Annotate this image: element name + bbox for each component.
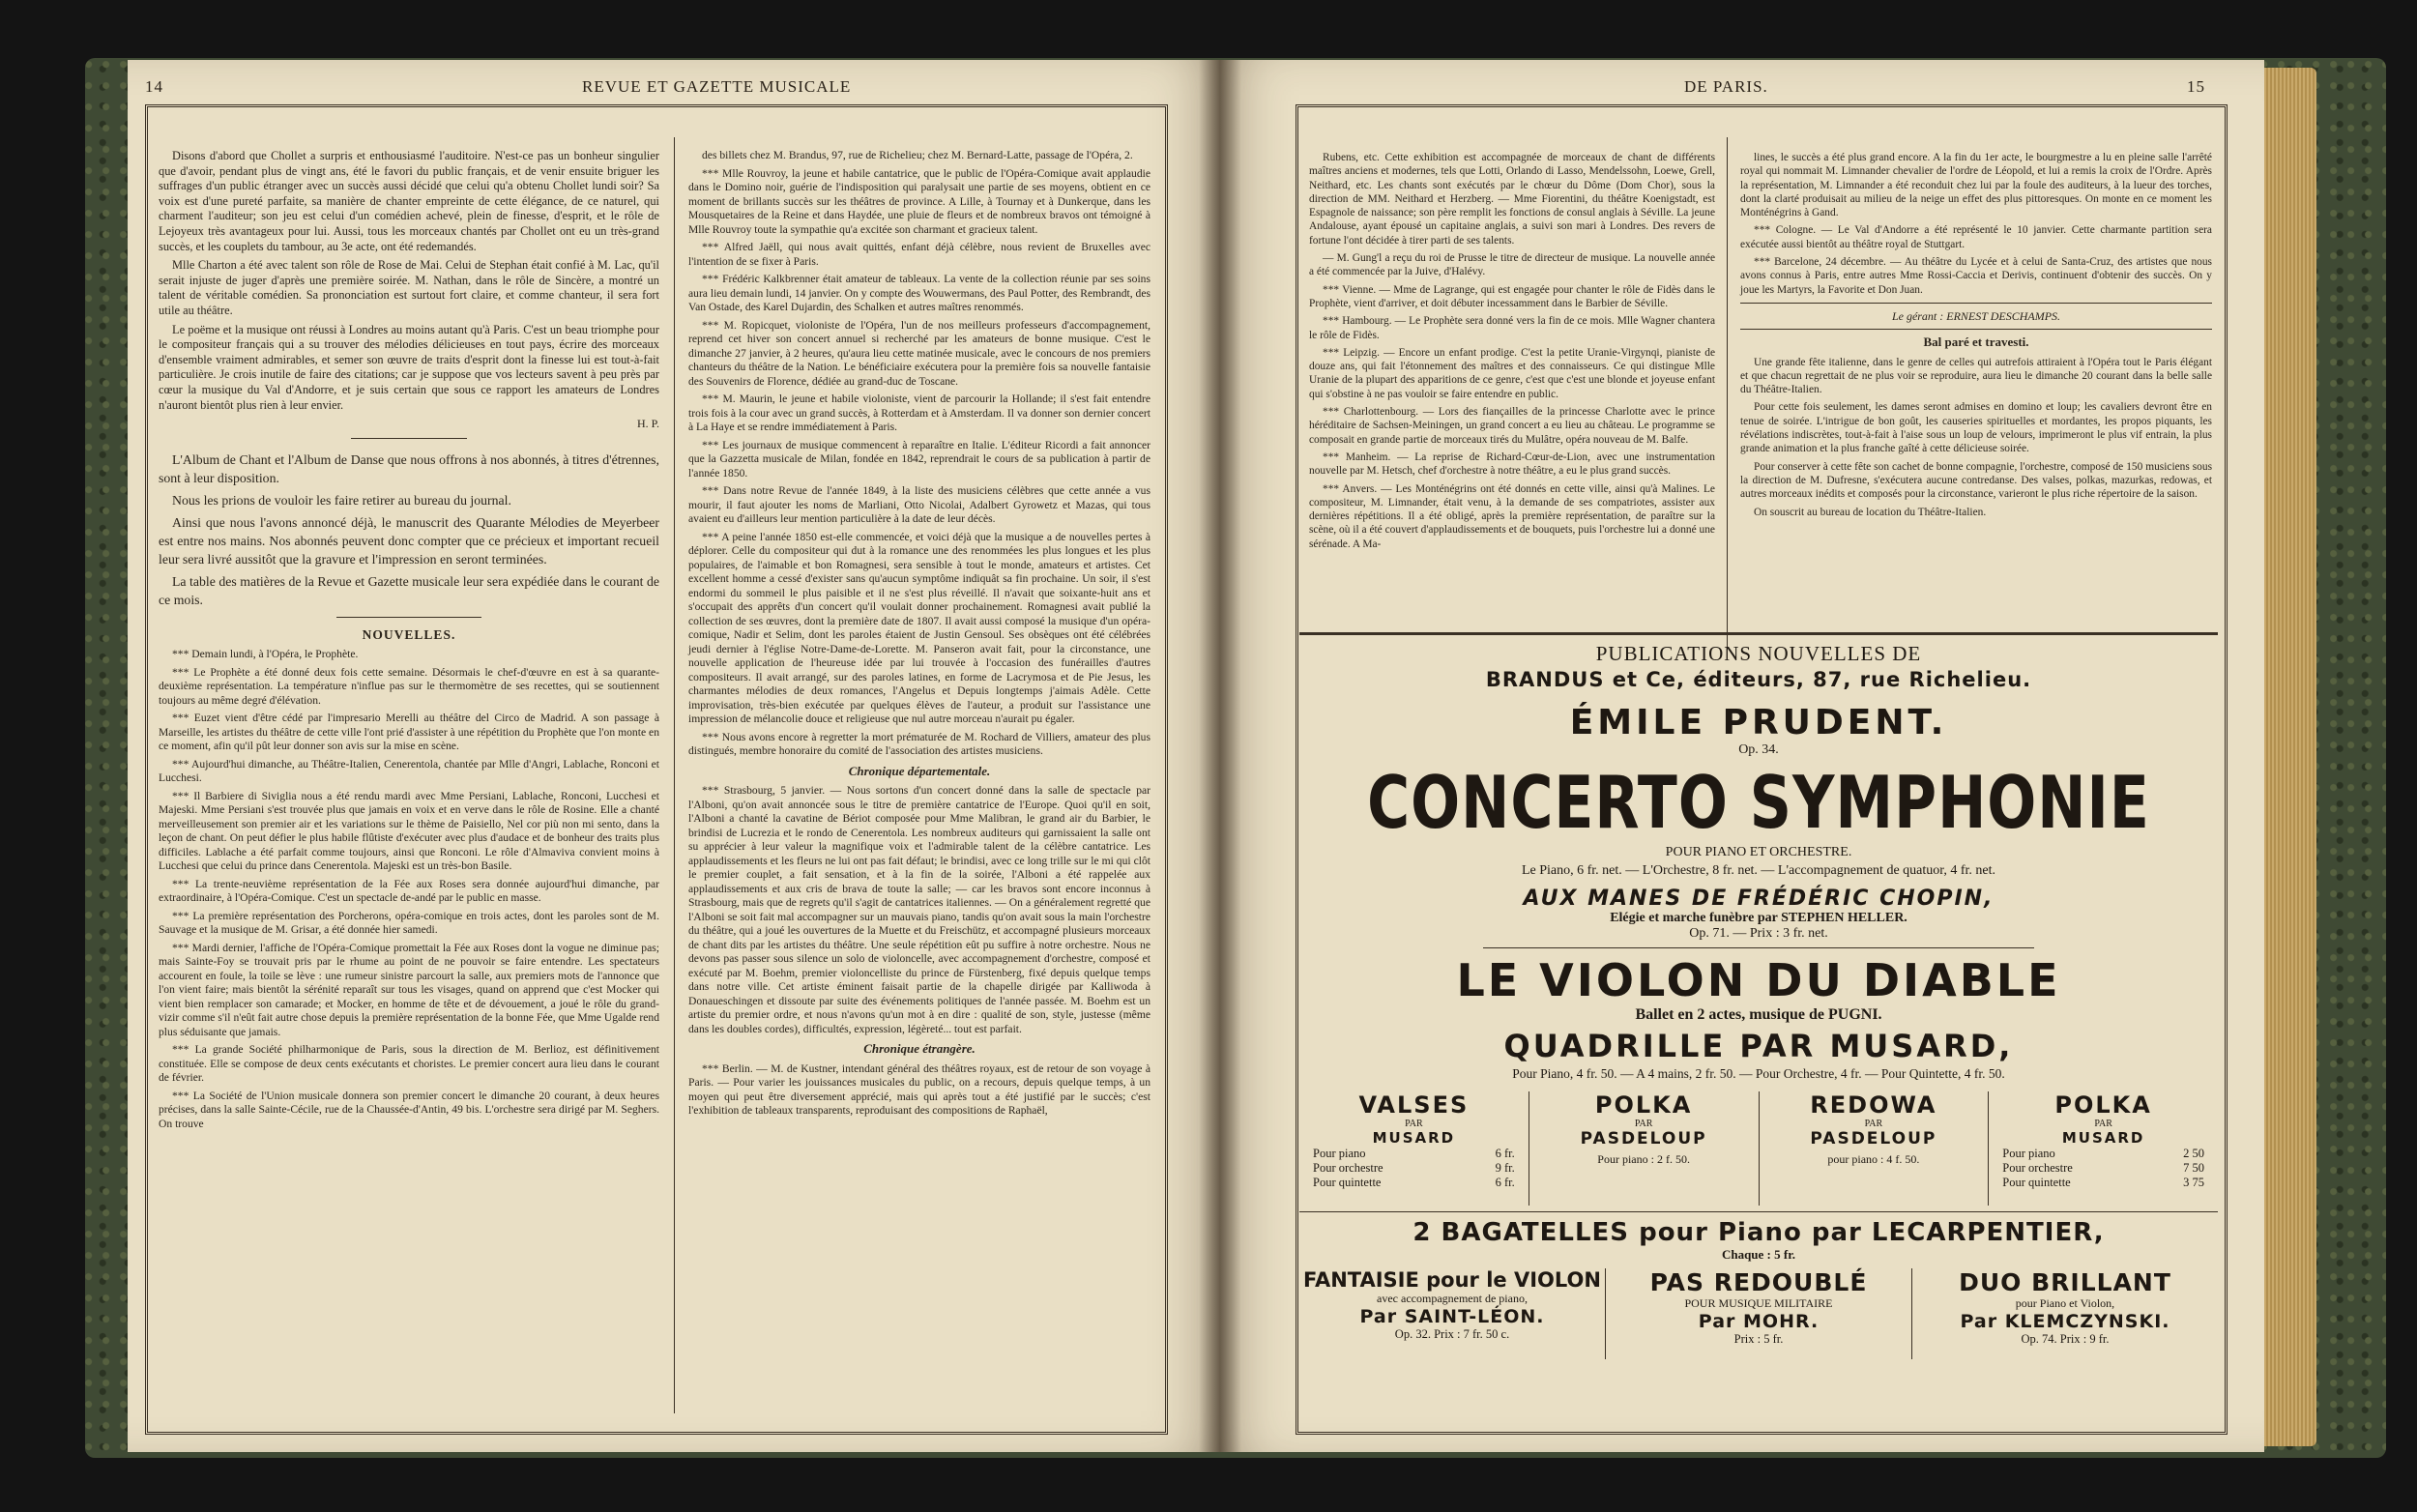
- ad-publisher-address: BRANDUS et Ce, éditeurs, 87, rue Richelieu.: [1485, 668, 2032, 691]
- section-heading-nouvelles: NOUVELLES.: [362, 626, 456, 642]
- news-item: *** La première représentation des Porcherons, opéra-comique en trois actes, dont les paroles sont de M. Sauvage et la musique de M. Grisar, a été donnée hier samedi.: [159, 909, 659, 937]
- news-item: — M. Gung'l a reçu du roi de Prusse le titre de directeur de musique. La nouvelle année a été commencée par la Juive, d'Halévy.: [1309, 252, 1715, 278]
- box-divider: [1988, 1091, 1989, 1206]
- news-item: *** Dans notre Revue de l'année 1849, à la liste des musiciens célèbres que cette année a vus mourir, il faut ajouter les noms de Marliani, Otto Nicolai, Adalbert Gyrowetz et Mazas, qui tous avaient eu d'ailleurs leur mention particulière à la date de leur décès.: [688, 484, 1150, 525]
- price-value: 6 fr.: [1495, 1176, 1515, 1189]
- ad-box-author: MUSARD: [2061, 1129, 2145, 1147]
- ad-bottom-fantaisie: [1299, 1268, 1605, 1359]
- ad-bottom-pas-redouble: [1606, 1268, 1911, 1359]
- paragraph: Mlle Charton a été avec talent son rôle de Rose de Mai. Celui de Stephan était confié à M. Lac, qu'il serait injuste de juger d'après une première soirée. M. Nathan, dans le rôle de Sincère, a montré un talent de véritable comédien. Sa prononciation est surtout fort claire, et comme chanteur, il sera fort utile au théâtre.: [159, 258, 659, 317]
- ad-box-redowa: [1760, 1091, 1989, 1206]
- section-heading-chronique-etrangere: Chronique étrangère.: [863, 1041, 976, 1056]
- news-item: *** Berlin. — M. de Kustner, intendant général des théâtres royaux, est de retour de son voyage à Paris. — Pour varier les jouissances musicales du public, on a recours, depuis quelque temps, à un moyen qui peut être diversement apprécié, mais qui après tout a été justifié par le succès; c'est l'exhibition de tableaux transparents, reproduisant des compositions de Raphaël,: [688, 1061, 1150, 1117]
- ad-chopin: AUX MANES DE FRÉDÉRIC CHOPIN,: [1523, 887, 1995, 911]
- news-item: *** La trente-neuvième représentation de la Fée aux Roses sera donnée aujourd'hui dimanche, par extraordinaire, à l'Opéra-Comique. C'est un spectacle de-andé par le public en masse.: [159, 877, 659, 905]
- ad-box-valses: [1299, 1091, 1529, 1206]
- ad-box-author: MUSARD: [1372, 1129, 1456, 1147]
- running-head-left: REVUE ET GAZETTE MUSICALE: [582, 77, 852, 96]
- price-line: [1313, 1176, 1515, 1190]
- ad-title: CONCERTO SYMPHONIE: [1367, 761, 2150, 846]
- divider: [1483, 947, 2034, 948]
- box-divider: [1911, 1268, 1912, 1359]
- paragraph: On souscrit au bureau de location du Théâtre-Italien.: [1754, 506, 1987, 518]
- ad-box-par: PAR: [1864, 1119, 1883, 1129]
- ad-prices: Le Piano, 6 fr. net. — L'Orchestre, 8 fr. net. — L'accompagnement de quatuor, 4 fr. net.: [1521, 863, 1996, 878]
- paragraph: Disons d'abord que Chollet a surpris et enthousiasmé l'auditoire. N'est-ce pas un bonheur singulier que d'avoir, pendant plus de vingt ans, été le favori du public français, et de venir ensuite briguer les suffrages d'un public étranger avec un succès aussi décidé que celui qu'a obtenu Chollet lundi soir? Sa voix est d'une pureté parfaite, sa manière de chanter empreinte de cette élégance, de ce naturel, qui charment l'auditeur; son jeu est celui d'un comédien achevé, plein de finesse, d'esprit, et le rôle de Lejoyeux très avantageux pour lui. Aussi, tous les morceaux chantés par Chollet ont eu un très-grand succès, et les couplets du tambour, au 3e acte, ont été redemandés.: [159, 149, 659, 253]
- price-line: [1313, 1147, 1515, 1161]
- ad-bottom-price: Prix : 5 fr.: [1733, 1332, 1784, 1346]
- section-heading-bal: Bal paré et travesti.: [1923, 334, 2029, 350]
- price-label: Pour orchestre: [2002, 1161, 2073, 1175]
- ad-box-author: PASDELOUP: [1810, 1129, 1937, 1149]
- paragraph: La table des matières de la Revue et Gazette musicale leur sera expédiée dans le courant de ce mois.: [159, 573, 659, 607]
- news-item: *** M. Ropicquet, violoniste de l'Opéra, l'un de nos meilleurs professeurs d'accompagnement, reprend cet hiver son concert annuel si recherché par les amateurs de bonne musique. C'est le dimanche 27 janvier, à 2 heures, qu'aura lieu cette matinée musicale, avec le concours de nos premiers chanteurs du théâtre de la Nation. Le bénéficiaire exécutera pour la première fois sa nouvelle fantaisie des Souvenirs de Florence, dédiée au grand-duc de Toscane.: [688, 318, 1150, 388]
- paragraph: Pour cette fois seulement, les dames seront admises en domino et loup; les cavaliers devront être en tenue de soirée. L'intrigue de bon goût, les causeries spirituelles et mordantes, les propos piquants, les révélations indiscrètes, tout-à-fait à l'aise sous un loup de velours, imprimeront le plus vif entrain, la plus grande animation et la plus franche gaîté à cette délicieuse soirée.: [1740, 401, 2212, 455]
- ad-quadrille-prices: Pour Piano, 4 fr. 50. — A 4 mains, 2 fr. 50. — Pour Orchestre, 4 fr. — Pour Quintette, 4 fr. 50.: [1512, 1066, 2005, 1081]
- running-head-right: DE PARIS.: [1684, 77, 1768, 96]
- ad-box-price: pour piano : 4 f. 50.: [1827, 1152, 1920, 1166]
- news-item: *** Anvers. — Les Monténégrins ont été donnés en cette ville, ainsi qu'à Malines. Le compositeur, M. Limnander, était venu, à la demande de ses compatriotes, assister aux dernières répétitions. Il a été obligé, après la première représentation, de paraître sur la scène, où il a été couvert d'applaudissements et de bouquets, puis l'orchestre lui a donné une sérénade. A Ma-: [1309, 482, 1715, 550]
- box-divider: [1759, 1091, 1760, 1206]
- ad-box-title: REDOWA: [1810, 1091, 1937, 1119]
- ad-bottom-title: DUO BRILLANT: [1959, 1268, 2171, 1296]
- news-item: *** Aujourd'hui dimanche, au Théâtre-Italien, Cenerentola, chantée par Mlle d'Angri, Lablache, Ronconi et Lucchesi.: [159, 757, 659, 785]
- ad-publisher-line: PUBLICATIONS NOUVELLES DE: [1595, 642, 1922, 665]
- news-item: *** Charlottenbourg. — Lors des fiançailles de la princesse Charlotte avec le prince héréditaire de Sachsen-Meiningen, un grand concert a eu lieu au château. Le programme se composait en grande partie de morceaux tirés du Mulâtre, opéra nouveau de M. Balfe.: [1309, 406, 1715, 446]
- divider: [1740, 329, 2212, 330]
- ad-bottom-title: PAS REDOUBLÉ: [1649, 1268, 1868, 1296]
- ad-box-price: Pour piano : 2 f. 50.: [1597, 1152, 1690, 1166]
- page-number-left: 14: [145, 77, 163, 96]
- divider: [336, 617, 481, 618]
- column-divider: [1727, 137, 1728, 659]
- news-item: *** Hambourg. — Le Prophète sera donné vers la fin de ce mois. Mlle Wagner chantera le rôle de Fidès.: [1309, 315, 1715, 341]
- paragraph: Une grande fête italienne, dans le genre de celles qui autrefois attiraient à l'Opéra tout le Paris élégant et que chacun regrettait de ne plus voir se reproduire, aura lieu le dimanche 20 courant dans la belle salle du Théâtre-Italien.: [1740, 356, 2212, 396]
- price-label: Pour piano: [2002, 1147, 2055, 1160]
- ad-box-polka-pasdeloup: [1529, 1091, 1759, 1206]
- box-divider: [1605, 1268, 1606, 1359]
- price-line: [2002, 1161, 2204, 1176]
- right-column-1: [1309, 151, 1715, 555]
- divider: [351, 438, 467, 439]
- price-line: [1313, 1161, 1515, 1176]
- news-item: *** A peine l'année 1850 est-elle commencée, et voici déjà que la musique a de nouvelles pertes à déplorer. Celle du compositeur qui dut à la romance une des renommées les plus longues et les plus populaires, de l'aimable et bon Romagnesi, sera sensible à tout le monde, amateurs et artistes. Cet excellent homme a cessé d'exister sans qu'aucun symptôme indiquât sa fin prochaine. Un soir, il s'est endormi du sommeil le plus paisible et il ne s'est plus réveillé. Il n'avait que soixante-huit ans et s'occupait des apprêts d'un concert qu'il voulait donner prochainement. Romagnesi avait publié la collection de ses œuvres, dont la première date de 1807. Il avait aussi composé la musique d'un opéra-comique, Nadir et Selim, dont les paroles étaient de Justin Gensoul. Ses obsèques ont été célébrées jeudi dernier à l'église Notre-Dame-de-Lorette. M. Panseron avait fait, pour la circonstance, une nouvelle application de l'heureuse idée par lui trouvée à l'occasion des funérailles d'autres compositeurs. Il avait arrangé, sur des paroles latines, en forme de Lacrymosa et de Pie Jesus, les charmantes mélodies de deux romances, l'Angelus et Depuis longtemps j'aimais Adèle. Cette improvisation, très-bien exécutée par quelques élèves de l'auteur, a produit sur l'assistance une impression de mélancolie douce et religieuse que nul autre morceau n'aurait pu égaler.: [688, 530, 1150, 725]
- news-item: *** Il Barbiere di Siviglia nous a été rendu mardi avec Mme Persiani, Lablache, Ronconi, Lucchesi et Majeski. Mme Persiani s'est trouvée plus que jamais en voix et en verve dans le rôle de Rosine. Elle a chanté merveilleusement son premier air et les variations sur le thème de Paisiello, Nel cor più non mi sento, dans la leçon de chant. On peut défier le plus habile flûtiste d'exécuter avec plus d'audace et de bonheur des traits plus difficiles. Lablache a été parfait comme toujours, ainsi que Ronconi. Le rôle d'Almaviva convient moins à Lucchesi que celui du prince dans Cenerentola. Majeski est un très-bon Basile.: [159, 789, 659, 873]
- paragraph: Ainsi que nous l'avons annoncé déjà, le manuscrit des Quarante Mélodies de Meyerbeer est entre nos mains. Nos abonnés peuvent donc compter que ce précieux et important recueil leur sera livré aussitôt que la gravure et l'impression en seront terminées.: [159, 514, 659, 567]
- ad-chopin-price: Op. 71. — Prix : 3 fr. net.: [1689, 926, 1828, 941]
- ad-chaque: Chaque : 5 fr.: [1721, 1247, 1796, 1262]
- news-item: *** Mardi dernier, l'affiche de l'Opéra-Comique promettait la Fée aux Roses dont la vogue ne diminue pas; mais Sainte-Foy se trouvait pris par le rhume au point de ne pouvoir se faire entendre. Les spectateurs accourent en foule, la toile se lève : une rumeur sinistre parcourt la salle, aux premiers mots de l'annonce que l'on vient faire; mais bientôt la sérénité reparaît sur tous les visages, quand on apprend que c'est Mocker qui vient bien remplacer son camarade; et Mocker, en homme de tête et de dévouement, a joué le rôle du grand-vizir comme s'il n'eût fait autre chose depuis la première représentation de la bonne Fée, que Mme Ugalde rend plus séduisante que jamais.: [159, 941, 659, 1038]
- paragraph: Pour conserver à cette fête son cachet de bonne compagnie, l'orchestre, composé de 150 musiciens sous la direction de M. Dufresne, s'exécutera aucune contredanse. Des valses, polkas, mazurkas, redowas, et autres morceaux inédits et composés pour la circonstance, varieront le plus riche répertoire de la saison.: [1740, 460, 2212, 501]
- price-line: [2002, 1147, 2204, 1161]
- news-item: *** M. Maurin, le jeune et habile violoniste, vient de parcourir la Hollande; il s'est fait entendre trois fois à la cour avec un grand succès, à Rotterdam et à Amsterdam. Il va donner son dernier concert à La Haye et se rendre immédiatement à Paris.: [688, 393, 1150, 433]
- ad-bottom-author: Par MOHR.: [1698, 1311, 1820, 1332]
- ad-box-polka-musard: [1989, 1091, 2218, 1206]
- divider: [1740, 303, 2212, 304]
- price-value: 7 50: [2183, 1161, 2204, 1175]
- price-label: Pour quintette: [2002, 1176, 2071, 1189]
- ad-bottom-title: FANTAISIE pour le VIOLON: [1303, 1268, 1601, 1292]
- ad-dance-boxes: [1299, 1091, 2218, 1206]
- news-item: lines, le succès a été plus grand encore. A la fin du 1er acte, le bourgmestre a lu en pleine salle l'arrêté royal qui nommait M. Limnander chevalier de l'ordre de Léopold, et lui a remis la croix de l'Ordre. Après la représentation, M. Limnander a été reconduit chez lui par la foule des auditeurs, à la lueur des torches, dont la clarté produisait au milieu de la neige un effet des plus pittoresques. On monte en ce moment les Monténégrins à Gand.: [1740, 152, 2212, 219]
- ad-bottom-price: Op. 74. Prix : 9 fr.: [2021, 1332, 2110, 1346]
- ad-bottom-boxes: [1299, 1268, 2218, 1359]
- news-item: *** Euzet vient d'être cédé par l'impresario Merelli au théâtre del Circo de Madrid. A son passage à Marseille, les artistes du théâtre de cette ville l'ont prié d'assister à une répétition du Prophète que l'on monte en ce moment, afin qu'il pût leur donner son avis sur la mise en scène.: [159, 712, 659, 753]
- news-item: *** Barcelone, 24 décembre. — Au théâtre du Lycée et à celui de Santa-Cruz, des artistes que nous avons connus à Paris, entre autres Mme Rossi-Caccia et Derivis, continuent d'obtenir des succès. On y joue les Martyrs, la Favorite et Don Juan.: [1740, 256, 2212, 296]
- price-value: 3 75: [2183, 1176, 2204, 1189]
- ad-bottom-author: Par KLEMCZYNSKI.: [1960, 1311, 2170, 1332]
- price-value: 2 50: [2183, 1147, 2204, 1160]
- news-item: *** Les journaux de musique commencent à reparaître en Italie. L'éditeur Ricordi a fait annoncer que la Gazzetta musicale de Milan, fondée en 1842, reprendrait le cours de sa publication à partir de l'année 1850.: [688, 438, 1150, 480]
- ad-box-author: PASDELOUP: [1580, 1129, 1707, 1149]
- paragraph: Nous les prions de vouloir les faire retirer au bureau du journal.: [172, 492, 511, 508]
- ad-box-title: VALSES: [1358, 1091, 1470, 1119]
- news-item: *** Vienne. — Mme de Lagrange, qui est engagée pour chanter le rôle de Fidès dans le Prophète, vient d'arriver, et doit débuter incessamment dans le Barbier de Séville.: [1309, 283, 1715, 309]
- left-page: [128, 60, 1220, 1452]
- news-item: *** Mlle Rouvroy, la jeune et habile cantatrice, que le public de l'Opéra-Comique avait applaudie dans le Domino noir, guérie de l'indisposition qui paralysait une partie de ses moyens, obtient en ce moment de brillants succès sur les théâtres de province. A Lille, à Tournay et à Dunkerque, dans les Mousquetaires de la Reine et dans Haydée, une pluie de fleurs et de nombreux bravos ont témoigné à Mlle Rouvroy toute la sympathie qu'a excitée son charmant et gracieux talent.: [688, 166, 1150, 236]
- ad-quadrille: QUADRILLE PAR MUSARD,: [1503, 1028, 2014, 1064]
- ad-bottom-price: Op. 32. Prix : 7 fr. 50 c.: [1394, 1327, 1510, 1341]
- section-heading-chronique-departementale: Chronique départementale.: [848, 763, 991, 778]
- ad-box-title: POLKA: [1594, 1091, 1693, 1119]
- ad-violon-title: LE VIOLON DU DIABLE: [1456, 954, 2061, 1006]
- price-value: 6 fr.: [1495, 1147, 1515, 1160]
- news-item: *** Demain lundi, à l'Opéra, le Prophète.: [172, 648, 359, 661]
- ad-box-par: PAR: [2094, 1119, 2112, 1129]
- ad-composer: ÉMILE PRUDENT.: [1569, 703, 1948, 742]
- ad-opus: Op. 34.: [1738, 742, 1779, 757]
- ad-box-par: PAR: [1634, 1119, 1653, 1129]
- ad-bottom-author: Par SAINT-LÉON.: [1359, 1306, 1545, 1327]
- ad-bottom-duo-brillant: [1912, 1268, 2218, 1359]
- paragraph: Le poëme et la musique ont réussi à Londres au moins autant qu'à Paris. C'est un beau triomphe pour le compositeur français qui a su trouver des mélodies délicieuses en tout pays, écrire des morceaux d'ensemble vraiment admirables, et semer son œuvre de traits d'esprit dont la finesse lui est tout-à-fait particulière. Je crois inutile de faire des citations; car je suppose que vos lecteurs savent à peu près par cœur la musique du Val d'Andorre, et je suis certain que sous ce rapport les amateurs de Londres n'auront bientôt plus rien à leur envier.: [159, 322, 659, 412]
- page-edges: [2264, 68, 2316, 1446]
- left-column-2: [688, 149, 1150, 1122]
- ad-top-rule: [1299, 632, 2218, 635]
- price-line: [2002, 1176, 2204, 1190]
- news-item: *** Strasbourg, 5 janvier. — Nous sortons d'un concert donné dans la salle de spectacle par l'Alboni, qu'on avait annoncée sous le titre de première cantatrice de l'Europe. Quoi qu'il en soit, l'Alboni a chanté la cavatine de Bériot composée pour Mme Malibran, le grand air du Barbier, le brindisi de Lucrezia et le rondo de Cenerentola. Les nombreux auditeurs qui garnissaient la salle ont su apprécier à leur valeur la magnifique voix et l'admirable talent de la célèbre cantatrice. Les applaudissements et les fleurs ne lui ont pas fait défaut; le brindisi, avec ce long trille sur le mi qui clôt le premier couplet, a fait sensation, et à la fin de la soirée, l'Alboni a été rappelée aux applaudissements et aux cris de brava de toute la salle; — car les bravos sont encore inconnus à Strasbourg, mais que de regrets qu'il s'agit de cantatrices italiennes. — On a généralement regretté que l'Alboni se soit fait mal accompagner sur un mauvais piano, tandis qu'on avait sous la main l'orchestre du théâtre, qui a joué les ouvertures de la Muette et du Freischütz, et accompagné plusieurs morceaux de chant dits par les artistes du théâtre. Une seule répétition eût pu suffire à notre orchestre. Nous ne devons pas passer sous silence un solo de violoncelle, avec accompagnement d'orchestre, composé et exécuté par M. Boehm, premier violoncelliste du prince de Fürstenberg, fixé depuis quelque temps dans notre ville. Cet artiste éminent faisait partie de la chapelle dirigée par Kalliwoda à Donaueschingen et dissoute par suite des événements politiques de l'année passée. M. Boehm est un artiste du premier ordre, et nous n'avons qu'un mot à en dire : qualité de son, style, justesse (même dans les doubles cordes), difficultés, expression, légèreté... tout est parfait.: [688, 784, 1150, 1035]
- news-item: *** Manheim. — La reprise de Richard-Cœur-de-Lion, avec une instrumentation nouvelle par M. Hetsch, chef d'orchestre à notre théâtre, a eu le plus grand succès.: [1309, 451, 1715, 478]
- right-page: [1220, 60, 2264, 1452]
- news-item: *** Alfred Jaëll, qui nous avait quittés, enfant déjà célèbre, nous revient de Bruxelles avec l'intention de se fixer à Paris.: [688, 241, 1150, 268]
- advertisement: [1299, 642, 2218, 1359]
- ad-violon-subtitle: Ballet en 2 actes, musique de PUGNI.: [1635, 1006, 1882, 1023]
- news-item: *** Leipzig. — Encore un enfant prodige. C'est la petite Uranie-Virgynqi, pianiste de douze ans, qui fait l'étonnement des maîtres et des connaisseurs. Ce qui distingue Mlle Uranie de la plupart des apparitions de ce genre, c'est que c'est une blonde et joyeuse enfant qui s'obstine à ne pas vouloir se faire entendre en public.: [1309, 346, 1715, 400]
- ad-bottom-sub: avec accompagnement de piano,: [1377, 1292, 1528, 1305]
- gerant-line: Le gérant : ERNEST DESCHAMPS.: [1891, 308, 2061, 323]
- news-item: *** La Société de l'Union musicale donnera son premier concert le dimanche 20 courant, à deux heures précises, dans la salle Sainte-Cécile, rue de la Chaussée-d'Antin, 49 bis. L'orchestre sera dirigé par M. Seghers. On trouve: [159, 1089, 659, 1130]
- price-label: Pour piano: [1313, 1147, 1366, 1160]
- news-item: *** La grande Société philharmonique de Paris, sous la direction de M. Berlioz, est définitivement constituée. Elle se compose de deux cents exécutants et choristes. Le premier concert aura lieu dans le courant de février.: [159, 1043, 659, 1085]
- news-item: *** Le Prophète a été donné deux fois cette semaine. Désormais le chef-d'œuvre en est à sa quarante-deuxième représentation. La température n'influe pas sur le thermomètre de ses recettes, qui se soutiennent toujours au même degré d'élévation.: [159, 665, 659, 707]
- news-item: *** Cologne. — Le Val d'Andorre a été représenté le 10 janvier. Cette charmante partition sera exécutée aussi bientôt au théâtre royal de Stuttgart.: [1740, 224, 2212, 250]
- price-label: Pour quintette: [1313, 1176, 1382, 1189]
- news-item: Rubens, etc. Cette exhibition est accompagnée de morceaux de chant de différents maîtres anciens et modernes, tels que Lotti, Orlando di Lasso, Mendelssohn, Loewe, Grell, Neithard, etc. Les chants sont exécutés par le chœur du Dôme (Dom Chor), sous la direction de MM. Neithard et Herzberg. — Mme Fiorentini, du théâtre Koenigstadt, est Espagnole de naissance; son père remplit les fonctions de consul anglais à Séville. La jeune Andalouse, ayant épousé un capitaine anglais, a suivi son mari à Londres. Des revers de fortune l'ont décidée à tirer parti de ses talents.: [1309, 152, 1715, 247]
- ad-box-par: PAR: [1405, 1119, 1423, 1129]
- ad-chopin-subtitle: Elégie et marche funèbre par STEPHEN HELLER.: [1610, 911, 1907, 925]
- book-gutter: [1199, 60, 1241, 1452]
- ad-bagatelles: 2 BAGATELLES pour Piano par LECARPENTIER,: [1412, 1218, 2105, 1247]
- paragraph: L'Album de Chant et l'Album de Danse que nous offrons à nos abonnés, à titres d'étrennes, sont à leur disposition.: [159, 451, 659, 485]
- price-label: Pour orchestre: [1313, 1161, 1383, 1175]
- news-item: *** Frédéric Kalkbrenner était amateur de tableaux. La vente de la collection réunie par ses soins aura lieu demain lundi, 14 janvier. On y compte des Wouwermans, des Paul Potter, des Rembrandt, des Van Ostade, des Karel Dujardin, des Schalken et autres maîtres renommés.: [688, 273, 1150, 313]
- ad-instrumentation: POUR PIANO ET ORCHESTRE.: [1665, 845, 1852, 859]
- column-divider: [674, 137, 675, 1413]
- news-item: *** Nous avons encore à regretter la mort prématurée de M. Rochard de Villiers, amateur des plus distingués, membre honoraire du comité de l'association des artistes musiciens.: [688, 730, 1150, 757]
- divider: [1299, 1211, 2218, 1212]
- ad-box-title: POLKA: [2054, 1091, 2152, 1119]
- ad-bottom-sub: pour Piano et Violon,: [2015, 1296, 2115, 1310]
- signature: H. P.: [636, 417, 659, 431]
- price-value: 9 fr.: [1495, 1161, 1515, 1175]
- ad-bottom-sub: POUR MUSIQUE MILITAIRE: [1684, 1296, 1833, 1310]
- left-column-1: [159, 149, 659, 1135]
- right-column-2: [1740, 151, 2212, 523]
- news-item: des billets chez M. Brandus, 97, rue de Richelieu; chez M. Bernard-Latte, passage de l'Opéra, 2.: [702, 149, 1133, 161]
- page-number-right: 15: [2187, 77, 2205, 96]
